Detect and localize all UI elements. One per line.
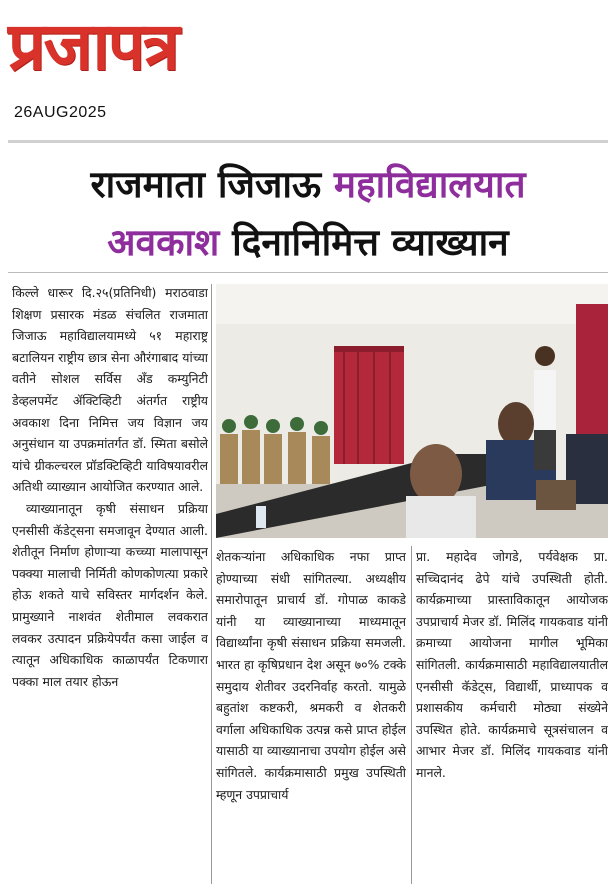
article-column-1 (12, 282, 208, 882)
top-rule (8, 140, 608, 143)
column-divider (411, 546, 412, 884)
headline-rule (8, 272, 608, 273)
article-column-3 (416, 546, 608, 884)
article-column-2 (216, 546, 406, 884)
article-paragraph: शेतकऱ्यांना अधिकाधिक नफा प्राप्त होण्याच्या संधी सांगितल्या. अध्यक्षीय समारोपातून प्राचार्य डॉ. गोपाळ काकडे यांनी या व्याख्यानाच्या माध्यमातून विद्यार्थ्यांना कृषी संसाधन प्रक्रिया समजली. भारत हा कृषिप्रधान देश असून ७०% टक्के समुदाय शेतीवर उदरनिर्वाह करतो. यामुळे बहुतांश कष्टकरी, श्रमकरी व शेतकरी वर्गाला अधिकाधिक उत्पन्न कसे प्राप्त होईल यासाठी या व्याख्यानाचा उपयोग होईल असे सांगितले. कार्यक्रमासाठी प्रमुख उपस्थिती म्हणून उपप्राचार्य (216, 549, 406, 802)
headline-line-2 (0, 218, 616, 268)
headline-line2-black: दिनानिमित्त व्याख्यान (232, 221, 509, 264)
article-paragraph: प्रा. महादेव जोगडे, पर्यवेक्षक प्रा. सच्चिदानंद ढेपे यांचे उपस्थिती होती. कार्यक्रमाच्या प्रास्ताविकातून आयोजक उपप्राचार्य मेजर डॉ. मिलिंद गायकवाड यांनी क्रमाच्या आयोजना मागील भूमिका सांगितली. कार्यक्रमासाठी महाविद्यालयातील एनसीसी कॅडेट्स, विद्यार्थी, प्राध्यापक व प्रशासकीय कर्मचारी मोठ्या संख्येने उपस्थित होते. कार्यक्रमाचे सूत्रसंचालन व आभार मेजर डॉ. मिलिंद गायकवाड यांनी मानले. (416, 549, 608, 780)
article-paragraph: किल्ले धारूर दि.२५(प्रतिनिधी) मराठवाडा शिक्षण प्रसारक मंडळ संचलित राजमाता जिजाऊ महाविद्यालयामध्ये ५१ महाराष्ट्र बटालियन राष्ट्रीय छात्र सेना औरंगाबाद यांच्या वतीने सोशल सर्विस अँड कम्युनिटी डेव्हलपमेंट ॲक्टिव्हिटी अंतर्गत राष्ट्रीय अवकाश दिना निमित्त जय विज्ञान जय अनुसंधान या उपक्रमांतर्गत डॉ. स्मिता बसोले यांचे ग्रीकल्चरल प्रॉडक्टिव्हिटी याविषयावरील अतिथी व्याख्यान आयोजित करण्यात आले. (12, 285, 208, 495)
column-divider (211, 284, 212, 884)
headline-line1-black: राजमाता जिजाऊ (90, 163, 322, 206)
article-paragraph: व्याख्यानातून कृषी संसाधन प्रक्रिया एनसीसी कॅडेट्सना समजावून देण्यात आली. शेतीतून निर्माण होणाऱ्या कच्च्या मालापासून पक्क्या मालाची निर्मिती कोणकोणत्या प्रकारे होऊ शकते याचे सविस्तर मार्गदर्शन केले. प्रामुख्याने नाशवंत शेतीमाल लवकरात लवकर उत्पादन प्रक्रियेपर्यंत कसा जाईल व त्यातून अधिकाधिक काळापर्यंत टिकणारा पक्का माल तयार होऊन (12, 500, 208, 689)
headline-line2-purple: अवकाश (107, 221, 220, 264)
event-photo (216, 284, 608, 538)
newspaper-masthead: प्रजापत्र (8, 7, 178, 85)
headline-line1-purple: महाविद्यालयात (333, 163, 526, 206)
edition-date: 26AUG2025 (14, 104, 107, 121)
lecture-hall-illustration (216, 284, 608, 538)
headline-line-1 (0, 160, 616, 210)
